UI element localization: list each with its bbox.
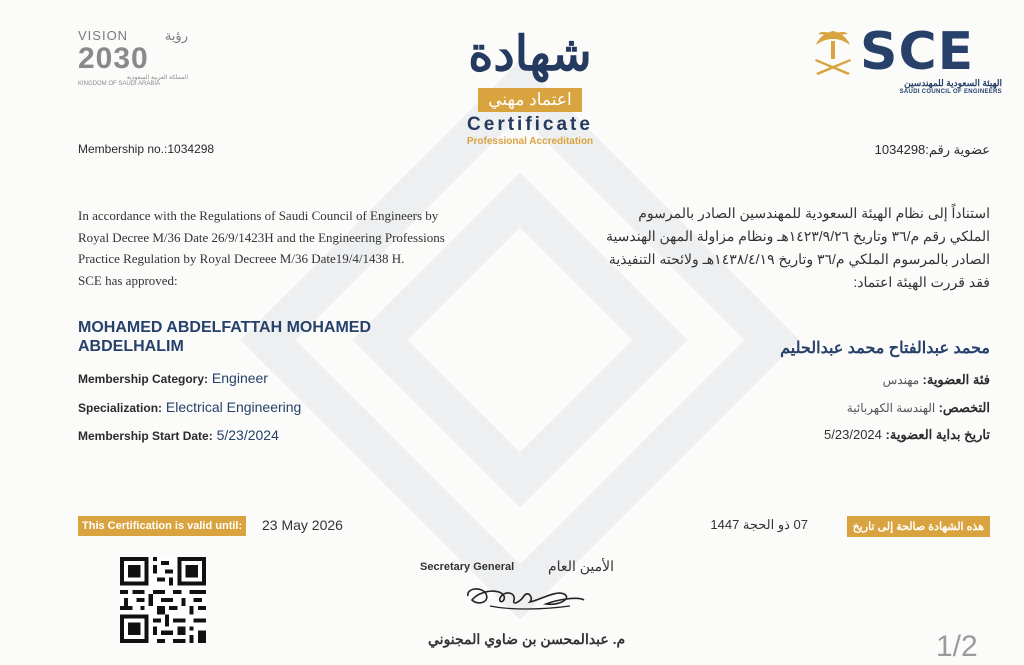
intro-en-line: SCE has approved:	[78, 272, 178, 288]
validity-label-ar: هذه الشهادة صالحة إلى تاريخ	[847, 516, 990, 537]
vision-ar: رؤية	[164, 28, 188, 43]
title-sub-en: Professional Accreditation	[466, 136, 594, 147]
intro-en-line: Practice Regulation by Royal Decreee M/36 Date19/4/1438 H.	[78, 251, 405, 266]
field-label: Membership Start Date:	[78, 429, 213, 443]
vision-kingdom-en: KINGDOM OF SAUDI ARABIA	[78, 81, 161, 87]
field-value: 5/23/2024	[216, 427, 279, 443]
vision-2030-logo	[78, 28, 188, 87]
field-label: Specialization:	[78, 401, 163, 415]
intro-en	[78, 205, 518, 291]
field-value: 5/23/2024	[824, 427, 882, 442]
field-start-date-ar	[824, 427, 990, 443]
membership-no-ar: عضوية رقم:1034298	[874, 142, 990, 157]
membership-no-en: Membership no.:1034298	[78, 142, 215, 156]
vision-year: 2030	[78, 42, 149, 75]
field-value: Engineer	[211, 370, 268, 386]
field-value: الهندسة الكهربائية	[846, 401, 936, 415]
field-specialization-en	[78, 399, 301, 415]
intro-ar-line: الملكي رقم م/٣٦ وتاريخ ١٤٢٣/٩/٢٦هـ ونظام مزاولة المهن الهندسية	[605, 228, 990, 244]
field-start-date-en	[78, 427, 279, 443]
field-specialization-ar	[847, 400, 990, 416]
sce-brand-text: SCE	[860, 22, 975, 82]
field-label: Membership Category:	[78, 372, 209, 386]
field-membership-category-ar	[883, 372, 990, 388]
field-label: فئة العضوية:	[922, 372, 990, 387]
certificate-title	[440, 28, 620, 147]
qr-code	[120, 557, 206, 643]
sce-logo	[812, 22, 1002, 95]
validity-date-ar: 07 ذو الحجة 1447	[710, 517, 808, 532]
validity-label-en: This Certification is valid until:	[78, 516, 246, 536]
vision-en: VISION	[78, 28, 129, 43]
field-value: مهندس	[882, 373, 920, 387]
intro-ar-line: فقد قررت الهيئة اعتماد:	[853, 274, 990, 290]
palm-swords-icon	[812, 27, 854, 77]
vision-kingdom-ar: المملكة العربية السعودية	[126, 75, 188, 81]
secretary-general-en: Secretary General	[420, 561, 515, 573]
field-label: تاريخ بداية العضوية:	[885, 427, 990, 442]
title-band-ar: اعتماد مهني	[478, 88, 582, 112]
signer-name-ar: م. عبدالمحسن بن ضاوي المجنوني	[428, 631, 626, 647]
sce-name-en: SAUDI COUNCIL OF ENGINEERS	[899, 89, 1002, 95]
intro-ar-line: الصادر بالمرسوم الملكي م/٣٦ وتاريخ ١٤٣٨/٤/١٩هـ ولائحته التنفيذية	[608, 251, 990, 267]
intro-ar	[560, 202, 990, 294]
intro-en-line: Royal Decree M/36 Date 26/9/1423H and the Engineering Professions	[78, 229, 445, 245]
secretary-general-ar: الأمين العام	[548, 558, 614, 574]
field-membership-category-en	[78, 370, 268, 386]
field-value: Electrical Engineering	[165, 399, 302, 415]
page-number: 1/2	[936, 630, 978, 663]
intro-ar-line: استناداً إلى نظام الهيئة السعودية للمهندسين الصادر بالمرسوم	[638, 205, 990, 221]
validity-date-en: 23 May 2026	[262, 517, 343, 533]
holder-name-en: MOHAMED ABDELFATTAH MOHAMED ABDELHALIM	[78, 319, 372, 355]
field-label: التخصص:	[938, 400, 990, 415]
title-calligraphy-ar: شهادة	[468, 26, 592, 82]
holder-name-ar: محمد عبدالفتاح محمد عبدالحليم	[780, 340, 990, 357]
signature-image	[460, 576, 590, 616]
sce-name-ar: الهيئة السعودية للمهندسين	[904, 78, 1002, 88]
intro-en-line: In accordance with the Regulations of Saudi Council of Engineers by	[78, 208, 439, 223]
title-en: Certificate	[467, 114, 593, 135]
